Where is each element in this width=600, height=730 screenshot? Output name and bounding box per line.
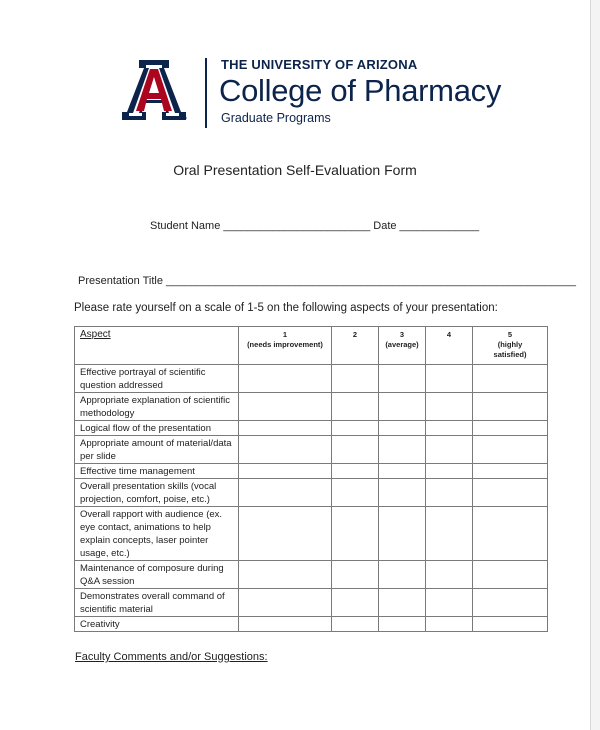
aspect-label: Maintenance of composure during Q&A session xyxy=(75,561,239,589)
rating-cell-5[interactable] xyxy=(473,561,548,589)
rating-cell-4[interactable] xyxy=(426,617,473,632)
rating-cell-5[interactable] xyxy=(473,365,548,393)
table-row xyxy=(75,617,548,632)
student-name-date-line[interactable]: Student Name ________________________ Date _____________ xyxy=(150,220,480,232)
rating-cell-3[interactable] xyxy=(379,365,426,393)
table-row xyxy=(75,393,548,421)
rating-cell-4[interactable] xyxy=(426,464,473,479)
aspect-column-header: Aspect xyxy=(75,327,239,365)
scale-number: 3 xyxy=(399,330,405,339)
rating-cell-4[interactable] xyxy=(426,561,473,589)
table-row xyxy=(75,507,548,561)
rating-cell-1[interactable] xyxy=(239,365,332,393)
rating-cell-5[interactable] xyxy=(473,393,548,421)
rating-cell-1[interactable] xyxy=(239,589,332,617)
rating-cell-2[interactable] xyxy=(332,393,379,421)
evaluation-table xyxy=(74,326,548,632)
rating-cell-2[interactable] xyxy=(332,589,379,617)
rating-cell-5[interactable] xyxy=(473,589,548,617)
university-name: THE UNIVERSITY OF ARIZONA xyxy=(221,57,418,72)
aspect-label: Appropriate amount of material/data per slide xyxy=(75,436,239,464)
rating-cell-1[interactable] xyxy=(239,479,332,507)
rating-cell-3[interactable] xyxy=(379,507,426,561)
aspect-label: Appropriate explanation of scientific methodology xyxy=(75,393,239,421)
scale-header-3 xyxy=(379,327,426,365)
rating-cell-5[interactable] xyxy=(473,617,548,632)
scale-header-2 xyxy=(332,327,379,365)
form-title: Oral Presentation Self-Evaluation Form xyxy=(173,162,417,178)
rating-cell-3[interactable] xyxy=(379,464,426,479)
rating-cell-1[interactable] xyxy=(239,464,332,479)
scale-header-5 xyxy=(473,327,548,365)
university-a-logo-icon xyxy=(119,58,189,122)
rating-cell-4[interactable] xyxy=(426,393,473,421)
rating-cell-3[interactable] xyxy=(379,393,426,421)
rating-cell-4[interactable] xyxy=(426,589,473,617)
rating-cell-2[interactable] xyxy=(332,507,379,561)
table-row xyxy=(75,365,548,393)
rating-cell-1[interactable] xyxy=(239,393,332,421)
rating-cell-3[interactable] xyxy=(379,421,426,436)
aspect-label: Overall presentation skills (vocal projection, comfort, poise, etc.) xyxy=(75,479,239,507)
rating-cell-3[interactable] xyxy=(379,479,426,507)
rating-cell-1[interactable] xyxy=(239,421,332,436)
rating-cell-5[interactable] xyxy=(473,507,548,561)
rating-cell-5[interactable] xyxy=(473,479,548,507)
table-row xyxy=(75,421,548,436)
table-row xyxy=(75,589,548,617)
rating-cell-3[interactable] xyxy=(379,561,426,589)
scale-header-1 xyxy=(239,327,332,365)
rating-cell-2[interactable] xyxy=(332,617,379,632)
aspect-label: Demonstrates overall command of scientific material xyxy=(75,589,239,617)
rating-cell-3[interactable] xyxy=(379,436,426,464)
table-header-row xyxy=(75,327,548,365)
scale-header-4 xyxy=(426,327,473,365)
aspect-label: Effective time management xyxy=(75,464,239,479)
rating-cell-4[interactable] xyxy=(426,365,473,393)
rating-cell-2[interactable] xyxy=(332,561,379,589)
aspect-label: Overall rapport with audience (ex. eye contact, animations to help explain concepts, laser pointer usage, etc.) xyxy=(75,507,239,561)
aspect-label: Logical flow of the presentation xyxy=(75,421,239,436)
faculty-comments-label: Faculty Comments and/or Suggestions: xyxy=(75,651,268,663)
scale-description: (needs improvement) xyxy=(247,340,323,349)
rating-instruction: Please rate yourself on a scale of 1-5 on the following aspects of your presentation: xyxy=(74,302,498,314)
scale-number: 1 xyxy=(282,330,288,339)
rating-cell-5[interactable] xyxy=(473,421,548,436)
scale-number: 4 xyxy=(446,330,452,339)
aspect-label: Creativity xyxy=(75,617,239,632)
program-name: Graduate Programs xyxy=(221,111,331,125)
rating-cell-3[interactable] xyxy=(379,617,426,632)
header-divider xyxy=(205,58,207,128)
rating-cell-2[interactable] xyxy=(332,479,379,507)
table-row xyxy=(75,464,548,479)
rating-cell-2[interactable] xyxy=(332,365,379,393)
scale-number: 2 xyxy=(352,330,358,339)
college-name: College of Pharmacy xyxy=(219,73,502,108)
scale-description: (highly satisfied) xyxy=(493,340,527,359)
rating-cell-5[interactable] xyxy=(473,436,548,464)
rating-cell-4[interactable] xyxy=(426,479,473,507)
rating-cell-3[interactable] xyxy=(379,589,426,617)
table-row xyxy=(75,479,548,507)
scale-description: (average) xyxy=(385,340,419,349)
rating-cell-2[interactable] xyxy=(332,464,379,479)
rating-cell-5[interactable] xyxy=(473,464,548,479)
rating-cell-1[interactable] xyxy=(239,436,332,464)
aspect-label: Effective portrayal of scientific question addressed xyxy=(75,365,239,393)
scale-number: 5 xyxy=(507,330,513,339)
table-row xyxy=(75,436,548,464)
rating-cell-1[interactable] xyxy=(239,561,332,589)
rating-cell-4[interactable] xyxy=(426,436,473,464)
rating-cell-2[interactable] xyxy=(332,421,379,436)
rating-cell-2[interactable] xyxy=(332,436,379,464)
rating-cell-1[interactable] xyxy=(239,507,332,561)
rating-cell-4[interactable] xyxy=(426,421,473,436)
rating-cell-1[interactable] xyxy=(239,617,332,632)
presentation-title-line[interactable]: Presentation Title ___________________________________________________________________ xyxy=(78,275,576,287)
table-row xyxy=(75,561,548,589)
rating-cell-4[interactable] xyxy=(426,507,473,561)
